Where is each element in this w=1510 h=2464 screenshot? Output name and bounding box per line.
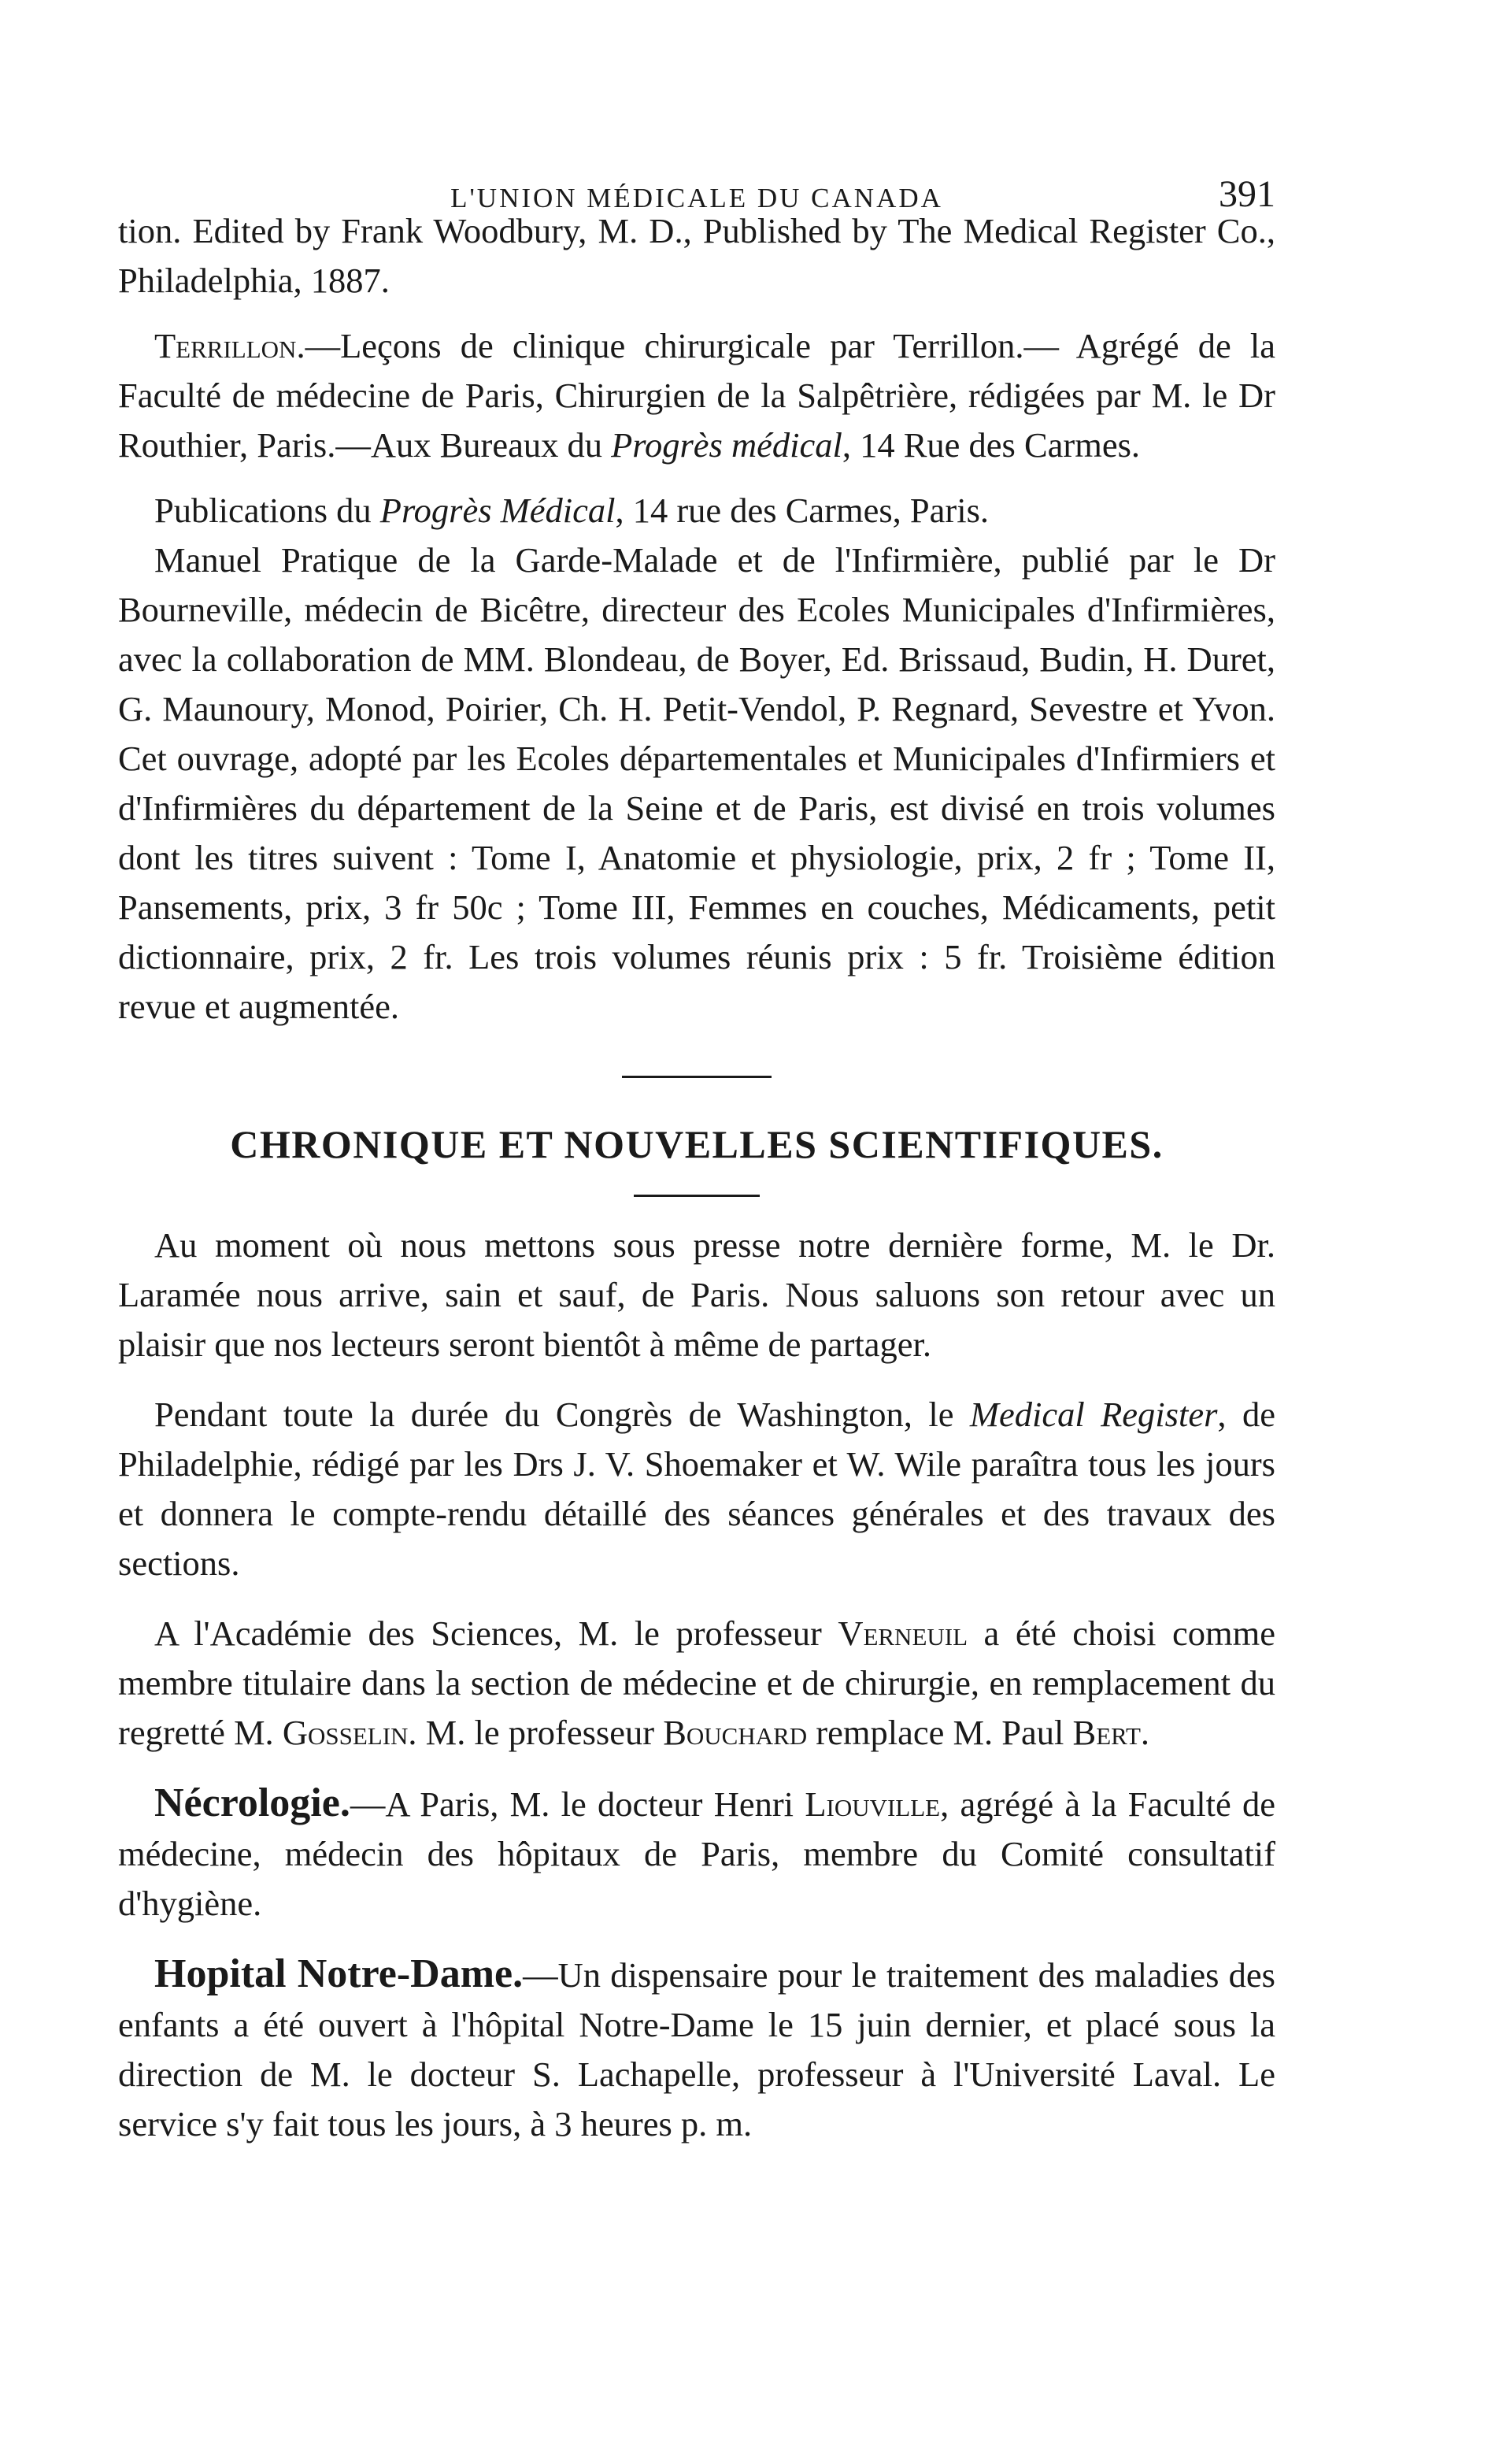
academie-text-5: . <box>1140 1713 1150 1752</box>
hopital-text: —Un dispensaire pour le traitement des maladies des enfants a été ouvert à l'hôpital Notre-Dame le 15 juin dernier, et placé sous la direction de M. le docteur S. Lachapelle, professeur à l'Université Laval. Le service s'y fait tous les jours, à 3 heures p. m. <box>118 1955 1275 2143</box>
academie-text-4: remplace M. Paul <box>807 1713 1073 1752</box>
news-necrologie <box>118 1778 1275 1929</box>
terrillon-text: .—Leçons de clinique chirurgicale par Terrillon.— Agrégé de la Faculté de médecine de Paris, Chirurgien de la Salpêtrière, rédigées par M. le Dr Routhier, Paris.—Aux Bureaux du <box>118 326 1275 465</box>
person-name: Bouchard <box>663 1713 808 1752</box>
news-laramee: Au moment où nous mettons sous presse notre dernière forme, M. le Dr. Laramée nous arrive, sain et sauf, de Paris. Nous saluons son retour avec un plaisir que nos lecteurs seront bientôt à même de partager. <box>118 1225 1275 1364</box>
necrologie-text-2: , agrégé à la Faculté de médecine, médecin des hôpitaux de Paris, membre du Comité consultatif d'hygiène. <box>118 1784 1276 1923</box>
running-title: L'UNION MÉDICALE DU CANADA <box>450 183 943 213</box>
author-name: Terrillon <box>154 326 297 365</box>
terrillon-text-end: , 14 Rue des Carmes. <box>842 425 1141 465</box>
section-title: CHRONIQUE ET NOUVELLES SCIENTIFIQUES. <box>230 1122 1164 1166</box>
run-in-heading: Nécrologie. <box>154 1780 350 1825</box>
journal-page <box>118 134 1275 2441</box>
news-hopital <box>118 1949 1275 2149</box>
page-number: 391 <box>1219 173 1275 215</box>
journal-title: Medical Register <box>969 1395 1218 1434</box>
bibliography-terrillon <box>118 321 1275 470</box>
run-in-heading: Hopital Notre-Dame. <box>154 1951 524 1996</box>
bibliography-manuel: Manuel Pratique de la Garde-Malade et de l'Infirmière, publié par le Dr Bourneville, médecin de Bicêtre, directeur des Ecoles Municipales d'Infirmières, avec la collaboration de MM. Blondeau, de Boyer, Ed. Brissaud, Budin, H. Duret, G. Maunoury, Monod, Poirier, Ch. H. Petit-Vendol, P. Regnard, Sevestre et Yvon. Cet ouvrage, adopté par les Ecoles départementales et Municipales d'Infirmiers et d'Infirmières du département de la Seine et de Paris, est divisé en trois volumes dont les titres suivent : Tome I, Anatomie et physiologie, prix, 2 fr ; Tome II, Pansements, prix, 3 fr 50c ; Tome III, Femmes en couches, Médicaments, petit dictionnaire, prix, 2 fr. Les trois volumes réunis prix : 5 fr. Troisième édition revue et augmentée. <box>118 540 1275 1026</box>
bibliography-publications <box>118 486 1275 535</box>
congres-lead: Pendant toute la durée du Congrès de Washington, le <box>154 1395 970 1434</box>
news-congres <box>118 1390 1275 1588</box>
person-name: Gosselin <box>282 1713 409 1752</box>
bibliography-continuation: tion. Edited by Frank Woodbury, M. D., Published by The Medical Register Co., Philadelphia, 1887. <box>118 211 1275 300</box>
publications-rest: , 14 rue des Carmes, Paris. <box>615 491 990 530</box>
person-name: Bert <box>1072 1713 1141 1752</box>
journal-title: Progrès Médical <box>379 491 616 530</box>
section-divider <box>622 1076 772 1078</box>
person-name: Liouville <box>805 1784 941 1824</box>
publications-lead: Publications du <box>154 491 380 530</box>
congres-rest: , de Philadelphie, rédigé par les Drs J. V. Shoemaker et W. Wile paraîtra tous les jours et donnera le compte-rendu détaillé des séances générales et des travaux des sections. <box>118 1395 1275 1583</box>
academie-text-1: A l'Académie des Sciences, M. le professeur <box>154 1614 838 1653</box>
academie-text-2: a été choisi comme membre titulaire dans la section de médecine et de chirurgie, en remplacement du regretté M. <box>118 1614 1275 1752</box>
necrologie-text-1: —A Paris, M. le docteur Henri <box>350 1784 805 1824</box>
page-header <box>118 134 1275 215</box>
person-name: Verneuil <box>838 1614 968 1653</box>
journal-title: Progrès médical <box>611 425 842 465</box>
academie-text-3: . M. le professeur <box>408 1713 664 1752</box>
title-underline <box>634 1195 760 1197</box>
news-academie <box>118 1609 1275 1758</box>
